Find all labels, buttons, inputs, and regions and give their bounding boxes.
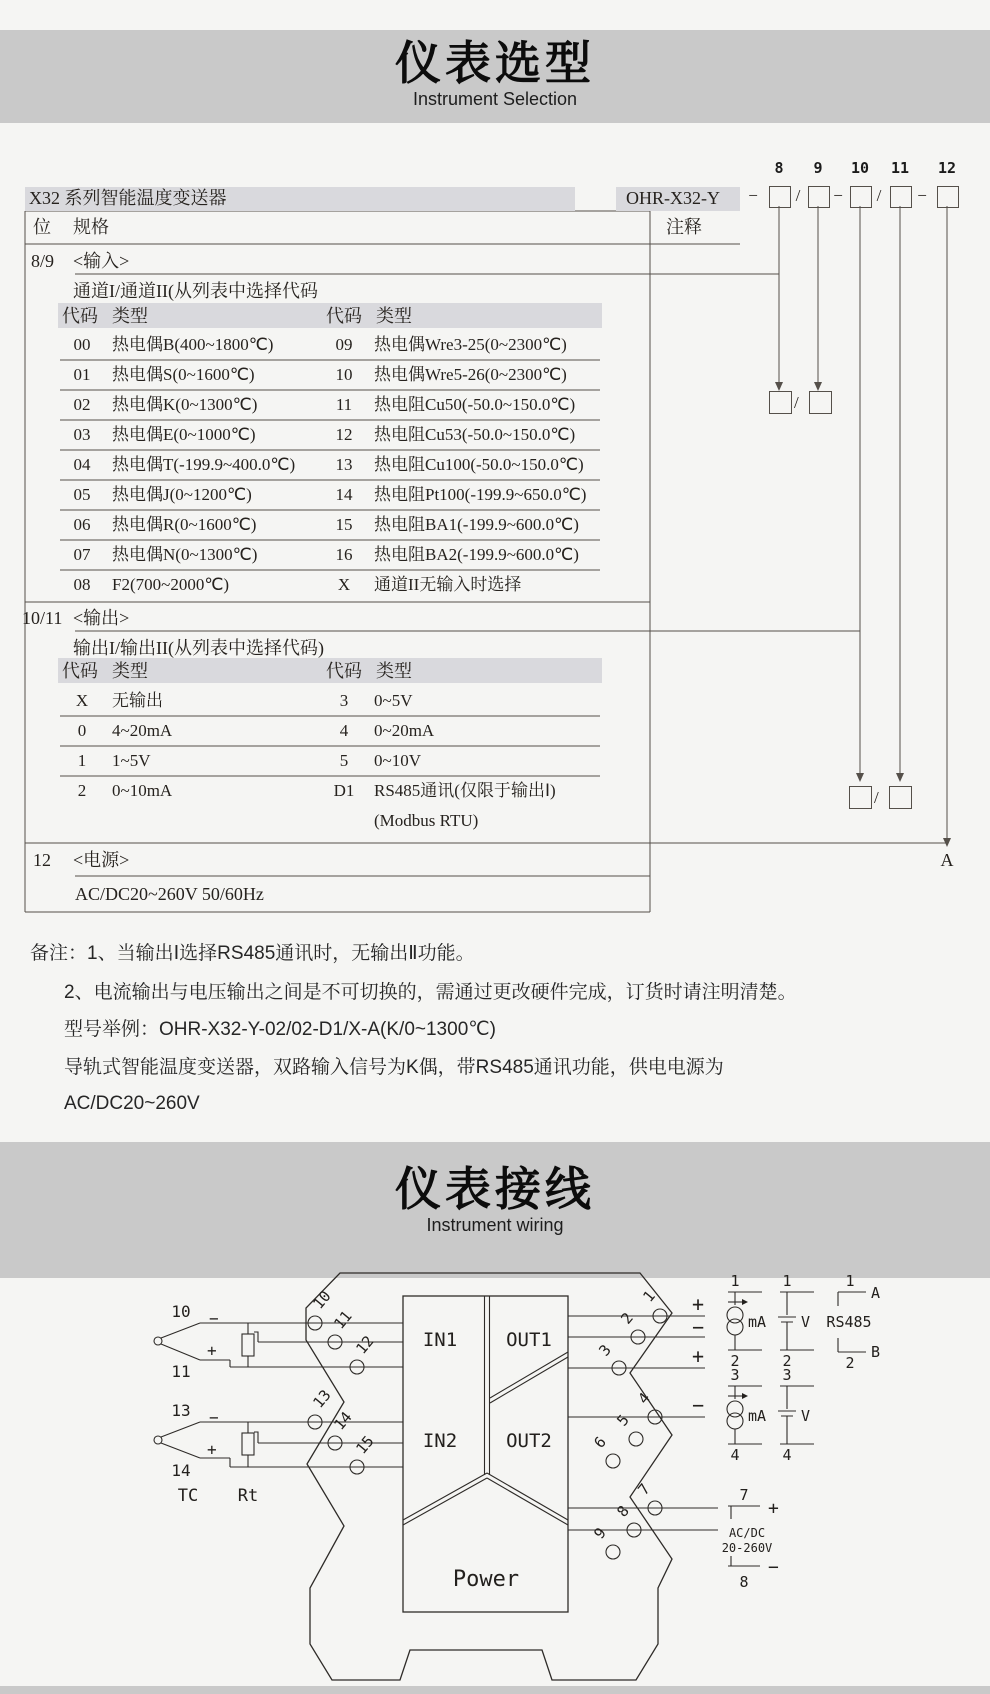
block-out2-label: OUT2 [506, 1430, 552, 1452]
digit-label-12: 12 [937, 159, 957, 177]
terminal-ref: 7 [739, 1486, 749, 1504]
terminal-ref: 3 [782, 1366, 792, 1384]
input-type-cell: 热电偶J(0~1200℃) [112, 485, 252, 504]
input-type-cell: 热电偶K(0~1300℃) [112, 395, 258, 414]
wiring-diagram [0, 1256, 990, 1694]
output-subtitle: 输出I/输出II(从列表中选择代码) [73, 638, 324, 658]
current-arrow-icon [742, 1299, 748, 1305]
arrow-down-icon [814, 382, 822, 391]
input-code-cell: 01 [73, 365, 91, 384]
code-separator: − [833, 186, 843, 205]
code-box-11 [890, 186, 912, 208]
rtd-1 [242, 1323, 258, 1367]
note-line-5: AC/DC20~260V [64, 1093, 200, 1114]
wiring-banner-subtitle: Instrument wiring [426, 1215, 564, 1235]
input-code-cell: 07 [73, 545, 91, 564]
input-code-cell: 09 [335, 335, 353, 354]
output-title: <输出> [73, 608, 130, 628]
terminal-number: 14 [330, 1408, 356, 1434]
acdc-range-label: 20-260V [721, 1541, 773, 1555]
minus-sign: − [768, 1557, 779, 1578]
terminal-ref: 8 [739, 1573, 749, 1591]
code-separator: / [876, 186, 882, 205]
output-type-cell: RS485通讯(仅限于输出Ⅰ) [374, 781, 556, 800]
input-header-type: 类型 [376, 306, 412, 326]
minus-sign: − [209, 1309, 219, 1328]
v-label: V [801, 1313, 811, 1331]
out2-ma-option [727, 1366, 766, 1464]
modbus-note: (Modbus RTU) [374, 811, 479, 830]
arrow-down-icon [856, 773, 864, 782]
note-line-1: 备注：1、当输出Ⅰ选择RS485通讯时，无输出Ⅱ功能。 [30, 943, 475, 964]
note-line-3: 型号举例：OHR-X32-Y-02/02-D1/X-A(K/0~1300℃) [64, 1019, 496, 1040]
input-type-cell: 热电偶N(0~1300℃) [112, 545, 258, 564]
series-title-bar [25, 187, 575, 211]
output-code-cell: X [75, 691, 89, 710]
output-code-cell: 3 [339, 691, 349, 710]
input-code-cell: 16 [335, 545, 353, 564]
terminal-number: 5 [613, 1411, 633, 1430]
input-type-cell: 热电偶E(0~1000℃) [112, 425, 256, 444]
terminal-number: 4 [634, 1389, 654, 1408]
terminal-ref: 2 [782, 1352, 792, 1370]
input-code-cell: 13 [335, 455, 353, 474]
input-code-cell: 10 [335, 365, 353, 384]
input-header-type: 类型 [112, 306, 148, 326]
minus-sign: − [209, 1408, 219, 1427]
terminal-number: 11 [330, 1307, 356, 1333]
terminal-ref: 1 [730, 1272, 740, 1290]
note-line-2: 2、电流输出与电压输出之间是不可切换的，需通过更改硬件完成，订货时请注明清楚。 [64, 982, 797, 1003]
output-type-cell: 1~5V [112, 751, 151, 770]
input-code-cell: 04 [73, 455, 91, 474]
digit-label-8: 8 [774, 159, 784, 177]
digit-label-10: 10 [850, 159, 870, 177]
terminal-ref: 4 [782, 1446, 792, 1464]
output-code-cell: 2 [77, 781, 87, 800]
input-type-cell: F2(700~2000℃) [112, 575, 230, 594]
input-code-cell: 05 [73, 485, 91, 504]
wiring-banner-title: 仪表接线 [395, 1163, 595, 1215]
input-code-cell: 00 [73, 335, 91, 354]
next-section-banner-edge [0, 1686, 990, 1694]
output-code-cell: D1 [333, 781, 355, 800]
arrow-down-icon [775, 382, 783, 391]
thermocouple-2 [154, 1401, 230, 1480]
model-code: OHR-X32-Y [626, 188, 720, 208]
input-type-cell: 热电偶T(-199.9~400.0℃) [112, 455, 296, 474]
block-power-label: Power [452, 1567, 520, 1592]
input-type-cell: 热电阻Pt100(-199.9~650.0℃) [374, 485, 587, 504]
input-type-cell: 热电偶B(400~1800℃) [112, 335, 274, 354]
input-pair-box-2 [809, 391, 832, 414]
sensor-terminal-label: 13 [171, 1401, 191, 1420]
output-code-cell: 1 [77, 751, 87, 770]
input-code-cell: 02 [73, 395, 91, 414]
rt-label: Rt [237, 1486, 259, 1506]
input-type-cell: 热电偶Wre3-25(0~2300℃) [374, 335, 567, 354]
code-separator: − [917, 186, 927, 205]
input-header-code: 代码 [62, 306, 98, 326]
out1-v-option [778, 1272, 814, 1370]
minus-sign: − [692, 1393, 705, 1417]
digit-label-9: 9 [813, 159, 823, 177]
output-header-code: 代码 [326, 661, 362, 681]
terminal-number: 15 [352, 1432, 378, 1458]
output-type-cell: 4~20mA [112, 721, 173, 740]
input-pair-box-1 [769, 391, 792, 414]
output-pair-box-1 [849, 786, 872, 809]
terminal-number: 3 [595, 1341, 615, 1360]
plus-sign: + [207, 1440, 217, 1459]
block-out1-label: OUT1 [506, 1329, 552, 1351]
input-type-cell: 通道II无输入时选择 [374, 575, 522, 594]
output-header-type: 类型 [112, 661, 148, 681]
ma-label: mA [748, 1407, 767, 1425]
output-code-cell: 4 [339, 721, 349, 740]
power-value: AC/DC20~260V 50/60Hz [75, 884, 264, 904]
input-type-cell: 热电阻BA2(-199.9~600.0℃) [374, 545, 579, 564]
input-code-cell: 06 [73, 515, 91, 534]
terminal-ref: 1 [845, 1272, 855, 1290]
plus-sign: + [207, 1341, 217, 1360]
input-code-cell: X [337, 575, 351, 594]
terminal-number: 13 [309, 1386, 335, 1412]
terminal-number: 1 [639, 1287, 659, 1306]
rs485-a-label: A [871, 1284, 881, 1302]
note-line-4: 导轨式智能温度变送器，双路输入信号为K偶，带RS485通讯功能，供电电源为 [64, 1057, 724, 1078]
arrow-down-icon [896, 773, 904, 782]
pair-slash: / [794, 393, 799, 412]
rtd-2 [242, 1422, 258, 1467]
code-box-12 [937, 186, 959, 208]
terminal-number: 2 [617, 1309, 637, 1328]
col-spec: 规格 [73, 217, 109, 237]
selection-banner-title: 仪表选型 [395, 37, 595, 89]
pair-slash: / [874, 788, 879, 807]
power-supply-symbol [722, 1486, 779, 1591]
terminal-ref: 1 [782, 1272, 792, 1290]
input-code-cell: 15 [335, 515, 353, 534]
terminal-number: 6 [590, 1433, 610, 1452]
acdc-label: AC/DC [728, 1526, 766, 1540]
sensor-terminal-label: 10 [171, 1302, 191, 1321]
thermocouple-1 [154, 1302, 230, 1381]
input-title: <输入> [73, 251, 130, 271]
output-type-cell: 0~20mA [374, 721, 435, 740]
input-code-cell: 14 [335, 485, 353, 504]
output-header-type: 类型 [376, 661, 412, 681]
minus-sign: − [692, 1315, 705, 1339]
sensor-terminal-label: 11 [171, 1362, 191, 1381]
terminal-ref: 4 [730, 1446, 740, 1464]
out1-ma-option [727, 1272, 766, 1370]
input-code-cell: 03 [73, 425, 91, 444]
code-leader-lines [775, 206, 951, 847]
block-in2-label: IN2 [422, 1430, 458, 1452]
code-separator: − [748, 186, 758, 205]
power-title: <电源> [73, 850, 130, 870]
input-code-cell: 08 [73, 575, 91, 594]
col-position: 位 [33, 217, 51, 237]
series-title: X32 系列智能温度变送器 [29, 188, 227, 208]
input-type-cell: 热电阻Cu50(-50.0~150.0℃) [374, 395, 576, 414]
input-code-cell: 11 [335, 395, 353, 414]
input-type-cell: 热电偶S(0~1600℃) [112, 365, 255, 384]
rs485-b-label: B [871, 1343, 881, 1361]
plus-sign: + [768, 1498, 779, 1519]
sensor-terminal-label: 14 [171, 1461, 191, 1480]
output-code-cell: 5 [339, 751, 349, 770]
block-in1-label: IN1 [422, 1329, 458, 1351]
terminal-number: 8 [613, 1502, 633, 1521]
input-type-cell: 热电阻BA1(-199.9~600.0℃) [374, 515, 579, 534]
terminal-number: 12 [352, 1332, 378, 1358]
terminal-number: 7 [634, 1480, 654, 1499]
output-type-cell: 0~10V [374, 751, 421, 770]
code-separator: / [795, 186, 801, 205]
power-pointer-label: A [940, 850, 954, 870]
output-header-code: 代码 [62, 661, 98, 681]
col-note: 注释 [666, 217, 702, 237]
v-label: V [801, 1407, 811, 1425]
output-type-cell: 无输出 [112, 691, 163, 710]
power-position: 12 [33, 850, 51, 870]
current-arrow-icon [742, 1393, 748, 1399]
terminal-ref: 2 [845, 1354, 855, 1372]
plus-sign: + [692, 1292, 705, 1316]
terminal-ref: 3 [730, 1366, 740, 1384]
input-code-cell: 12 [335, 425, 353, 444]
input-type-cell: 热电偶R(0~1600℃) [112, 515, 257, 534]
input-header-code: 代码 [326, 306, 362, 326]
output-code-cell: 0 [77, 721, 87, 740]
input-position: 8/9 [31, 251, 55, 271]
terminal-ref: 2 [730, 1352, 740, 1370]
input-type-cell: 热电阻Cu100(-50.0~150.0℃) [374, 455, 584, 474]
digit-label-11: 11 [890, 159, 910, 177]
output-position: 10/11 [22, 608, 63, 628]
out1-rs485-option [826, 1272, 880, 1372]
tc-label: TC [177, 1486, 199, 1506]
module-block [403, 1296, 568, 1612]
selection-banner-subtitle: Instrument Selection [412, 89, 578, 109]
code-box-9 [808, 186, 830, 208]
out2-v-option [778, 1366, 814, 1464]
ma-label: mA [748, 1313, 767, 1331]
output-type-cell: 0~5V [374, 691, 413, 710]
output-pair-box-2 [889, 786, 912, 809]
input-type-cell: 热电阻Cu53(-50.0~150.0℃) [374, 425, 576, 444]
input-type-cell: 热电偶Wre5-26(0~2300℃) [374, 365, 567, 384]
rs485-label: RS485 [826, 1313, 872, 1331]
terminal-number: 10 [309, 1287, 335, 1313]
model-code-bar [616, 187, 740, 211]
terminal-number: 9 [590, 1524, 610, 1543]
output-type-cell: 0~10mA [112, 781, 173, 800]
input-subtitle: 通道I/通道II(从列表中选择代码 [73, 281, 318, 301]
plus-sign: + [692, 1344, 705, 1368]
